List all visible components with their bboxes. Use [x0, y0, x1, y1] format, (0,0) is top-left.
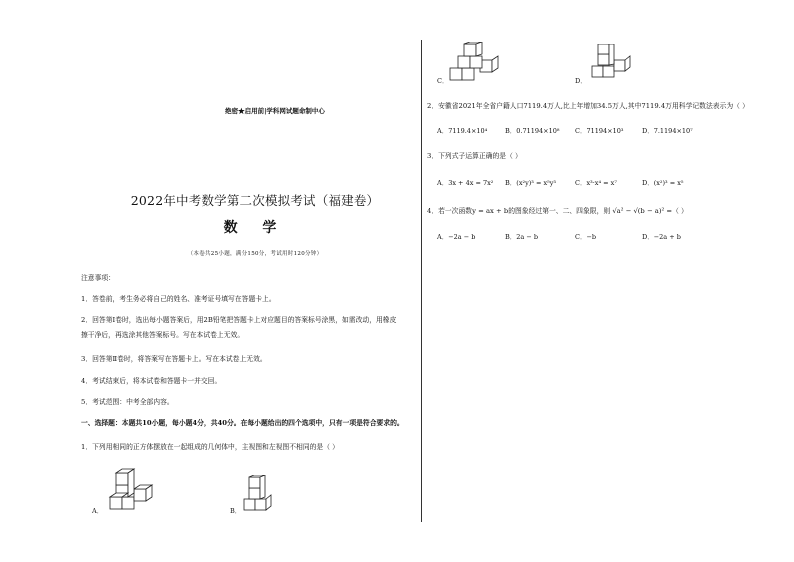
q2-option-c: C．71194×10³ [575, 127, 624, 135]
q2-option-d: D．7.1194×10⁷ [642, 127, 693, 135]
section-heading: 一、选择题：本题共10小题，每小题4分，共40分。在每小题给出的四个选项中，只有一项是符合要求的。 [81, 419, 404, 427]
q3-option-c: C．x³·x⁴ = x⁷ [575, 179, 617, 187]
cube-stack-b-icon [238, 475, 288, 517]
confidential-label: 绝密★启用前|学科网试题命制中心 [225, 107, 325, 115]
column-divider [421, 40, 422, 522]
q4-option-d: D．−2a + b [642, 233, 681, 241]
q1-option-a-label: A． [92, 507, 104, 515]
question-3-stem: 3．下列式子运算正确的是（ ） [427, 152, 522, 160]
question-4-stem: 4．若一次函数y = ax + b的图象经过第一、二、四象限，则 √a² − √(b − a)² =（ ） [427, 207, 688, 215]
q1-option-c-label: C． [437, 77, 449, 85]
q3-option-b: B．(x²y)³ = x⁵y³ [505, 179, 557, 187]
note-item: 5．考试范围：中考全部内容。 [81, 398, 174, 406]
q1-option-b-label: B． [230, 507, 242, 515]
q4-option-a: A．−2a − b [437, 233, 476, 241]
q2-option-a: A．7119.4×10⁴ [437, 127, 488, 135]
question-2-stem: 2．安徽省2021年全省户籍人口7119.4万人,比上年增加34.5万人,其中7119.4万用科学记数法表示为（ ） [427, 102, 749, 110]
note-item: 2．回答第Ⅰ卷时，选出每小题答案后，用2B铅笔把答题卡上对应题目的答案标号涂黑，如需改动，用橡皮 [81, 316, 397, 324]
exam-meta: （本卷共25小题，满分150分，考试用时120分钟） [187, 251, 323, 257]
note-item: 1．答卷前，考生务必将自己的姓名、准考证号填写在答题卡上。 [81, 295, 276, 303]
note-item: 3．回答第Ⅱ卷时，将答案写在答题卡上。写在本试卷上无效。 [81, 355, 267, 363]
note-item: 擦干净后，再选涂其他答案标号。写在本试卷上无效。 [81, 331, 245, 339]
q3-option-a: A．3x + 4x = 7x² [437, 179, 494, 187]
q4-option-b: B．2a − b [505, 233, 539, 241]
note-item: 4．考试结束后，将本试卷和答题卡一并交回。 [81, 377, 222, 385]
cube-stack-a-icon [100, 465, 160, 515]
q2-option-b: B．0.71194×10⁸ [505, 127, 560, 135]
subject-title: 数 学 [223, 220, 287, 236]
notes-heading: 注意事项： [81, 274, 115, 282]
cube-stack-d-icon [584, 44, 634, 84]
q4-option-c: C．−b [575, 233, 597, 241]
q1-option-d-label: D． [575, 77, 587, 85]
question-1-stem: 1．下列用相同的正方体摆放在一起组成的几何体中，主视图和左视图不相同的是（ ） [81, 443, 339, 451]
cube-stack-c-icon [446, 42, 508, 84]
q3-option-d: D．(x²)³ = x⁵ [642, 179, 684, 187]
exam-title: 2022年中考数学第二次模拟考试（福建卷） [130, 193, 380, 208]
